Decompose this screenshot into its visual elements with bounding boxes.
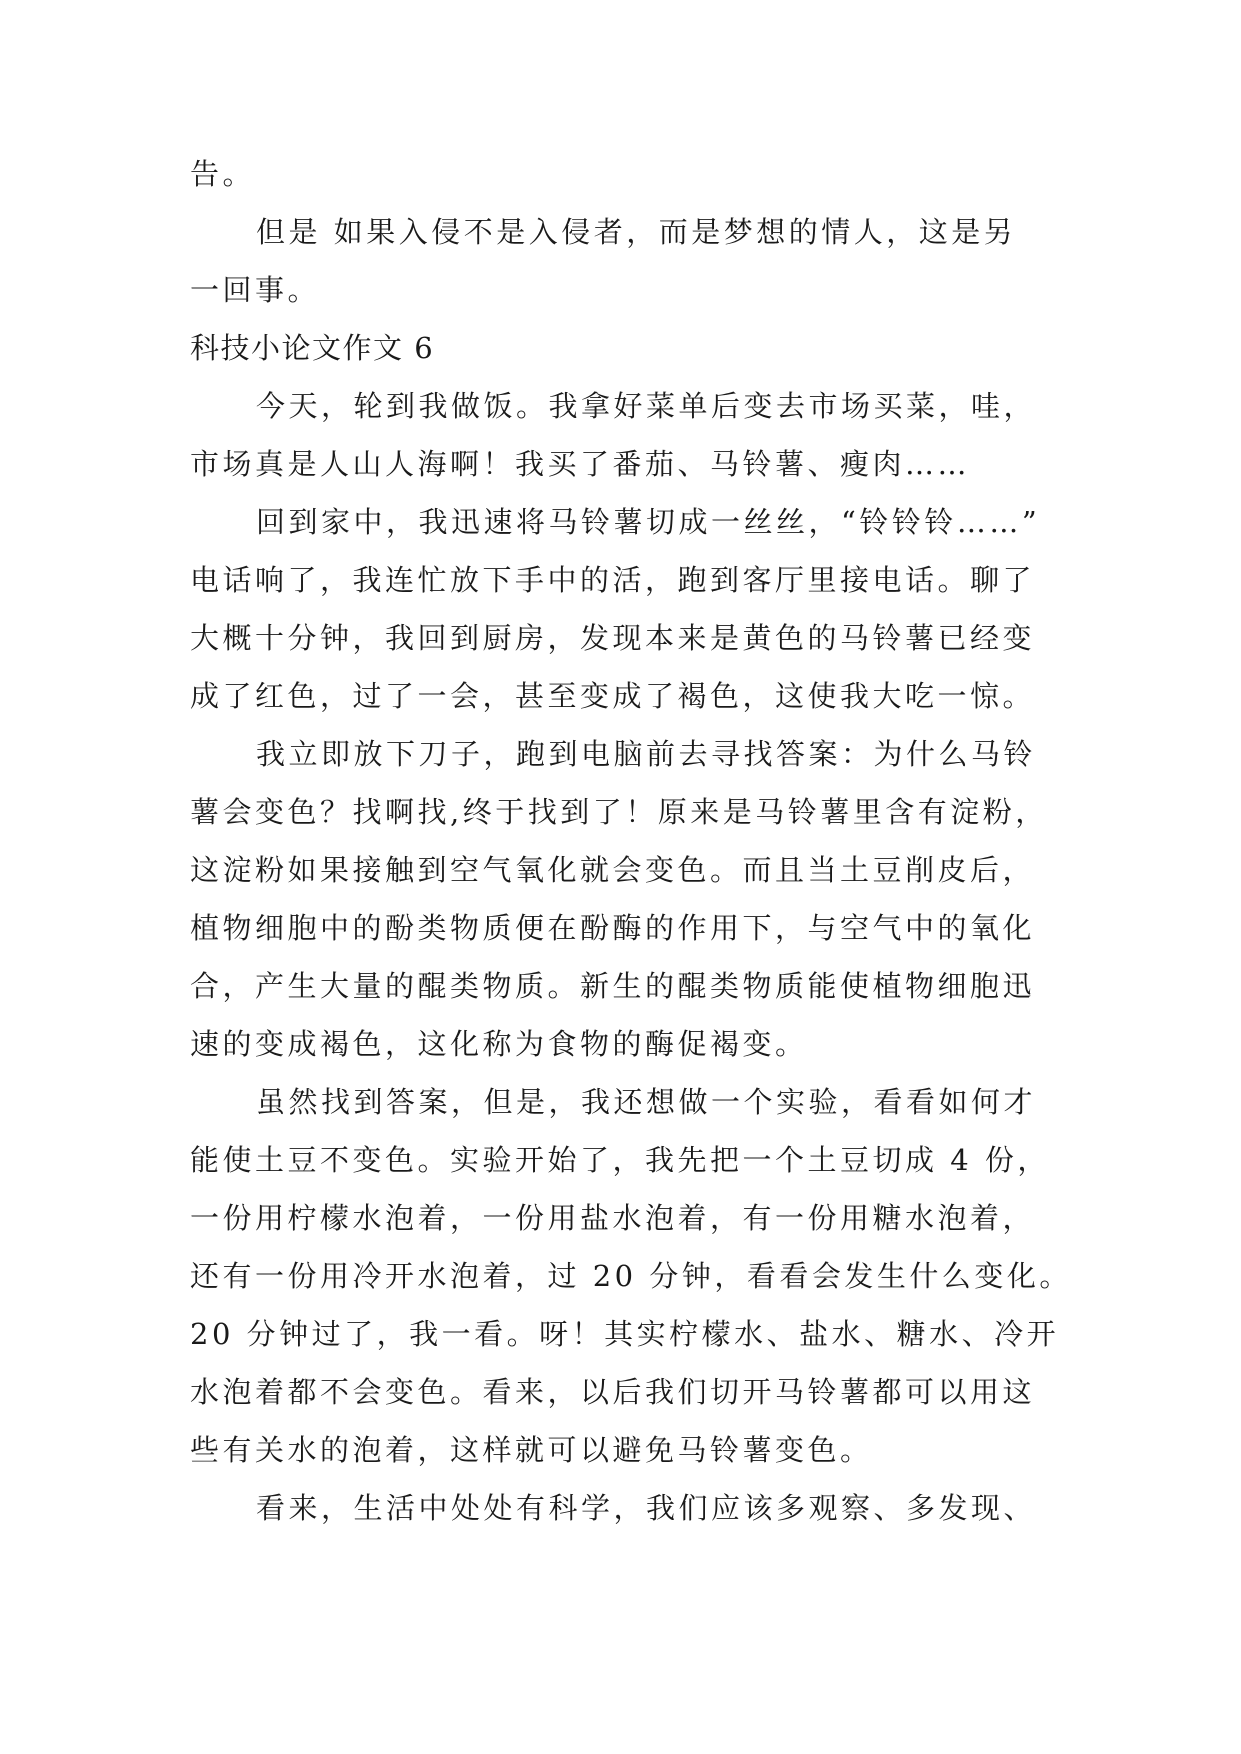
text-line: 薯会变色？找啊找,终于找到了！原来是马铃薯里含有淀粉， [190,795,1048,829]
paragraph-line: 回到家中，我迅速将马铃薯切成一丝丝，“铃铃铃……” [256,505,1041,539]
document-page [190,145,1070,1537]
text-line: 些有关水的泡着，这样就可以避免马铃薯变色。 [190,1433,873,1467]
text-line: 电话响了，我连忙放下手中的活，跑到客厅里接电话。聊了 [190,563,1036,597]
text-line: 还有一份用冷开水泡着，过 20 分钟，看看会发生什么变化。 [190,1259,1072,1293]
text-line: 成了红色，过了一会，甚至变成了褐色，这使我大吃一惊。 [190,679,1036,713]
text-line: 市场真是人山人海啊！我买了番茄、马铃薯、瘦肉…… [190,447,971,481]
text-line: 大概十分钟，我回到厨房，发现本来是黄色的马铃薯已经变 [190,621,1036,655]
paragraph-line: 但是 如果入侵不是入侵者，而是梦想的情人，这是另 [256,215,1017,249]
text-line: 这淀粉如果接触到空气氧化就会变色。而且当土豆削皮后， [190,853,1036,887]
text-line: 合，产生大量的醌类物质。新生的醌类物质能使植物细胞迅 [190,969,1036,1003]
paragraph-line: 今天，轮到我做饭。我拿好菜单后变去市场买菜，哇， [256,389,1037,423]
text-line: 水泡着都不会变色。看来，以后我们切开马铃薯都可以用这 [190,1375,1036,1409]
paragraph-line: 我立即放下刀子，跑到电脑前去寻找答案：为什么马铃 [256,737,1037,771]
text-line: 一回事。 [190,273,321,307]
text-line: 速的变成褐色，这化称为食物的酶促褐变。 [190,1027,808,1061]
section-heading: 科技小论文作文 6 [190,331,435,365]
text-line: 一份用柠檬水泡着，一份用盐水泡着，有一份用糖水泡着， [190,1201,1036,1235]
paragraph-line: 虽然找到答案，但是，我还想做一个实验，看看如何才 [256,1085,1037,1119]
text-line: 告。 [190,157,256,191]
text-line: 能使土豆不变色。实验开始了，我先把一个土豆切成 4 份， [190,1143,1050,1177]
text-line: 20 分钟过了，我一看。呀！其实柠檬水、盐水、糖水、冷开 [190,1317,1060,1351]
text-line: 植物细胞中的酚类物质便在酚酶的作用下，与空气中的氧化 [190,911,1036,945]
paragraph-line: 看来，生活中处处有科学，我们应该多观察、多发现、 [256,1491,1037,1525]
